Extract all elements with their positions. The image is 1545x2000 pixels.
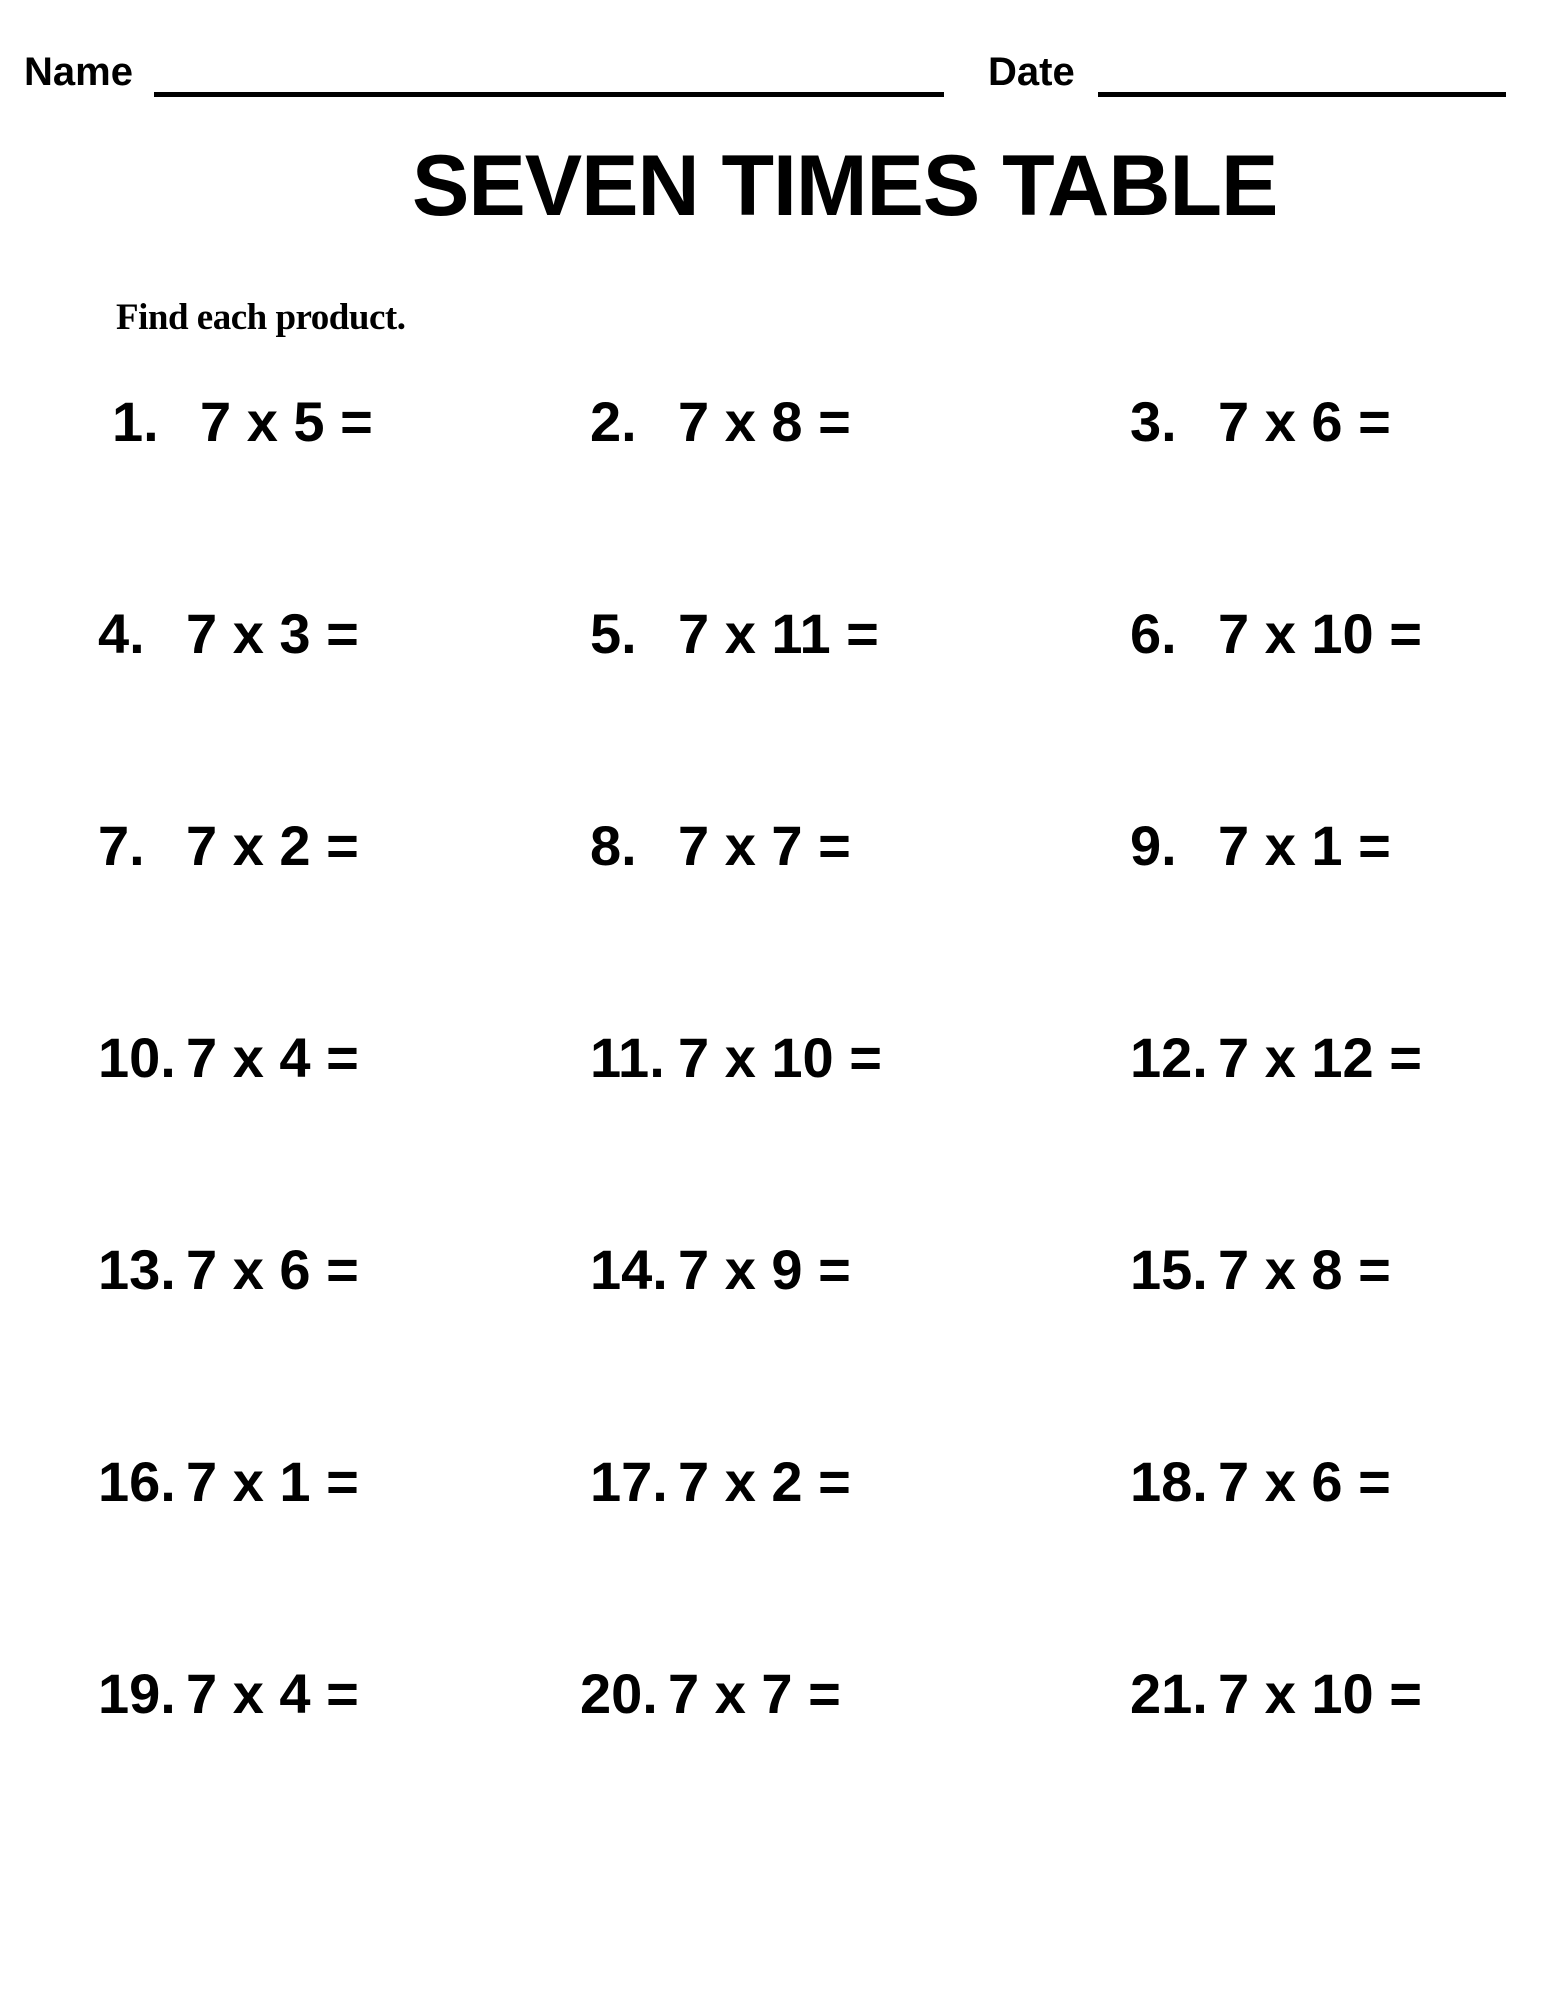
problem-number: 8. [590, 814, 637, 877]
problem-item[interactable] [98, 814, 359, 878]
problem-expression: 7 x 10 = [1218, 1662, 1422, 1725]
problem-expression: 7 x 1 = [186, 1450, 359, 1513]
problem-expression: 7 x 2 = [186, 814, 359, 877]
problem-number: 16. [98, 1450, 176, 1513]
problem-number: 6. [1130, 602, 1177, 665]
problem-item[interactable] [1130, 1662, 1422, 1726]
problem-expression: 7 x 11 = [678, 602, 879, 665]
problem-item[interactable] [590, 814, 851, 878]
problem-number: 12. [1130, 1026, 1208, 1089]
problem-expression: 7 x 1 = [1218, 814, 1391, 877]
problem-expression: 7 x 10 = [678, 1026, 882, 1089]
problem-expression: 7 x 5 = [200, 390, 373, 453]
problem-number: 19. [98, 1662, 176, 1725]
problem-expression: 7 x 9 = [678, 1238, 851, 1301]
problem-item[interactable] [590, 390, 851, 454]
problem-number: 2. [590, 390, 637, 453]
problem-expression: 7 x 10 = [1218, 602, 1422, 665]
problem-number: 9. [1130, 814, 1177, 877]
problem-expression: 7 x 2 = [678, 1450, 851, 1513]
problem-expression: 7 x 6 = [186, 1238, 359, 1301]
problem-number: 5. [590, 602, 637, 665]
problem-expression: 7 x 6 = [1218, 1450, 1391, 1513]
problem-expression: 7 x 7 = [678, 814, 851, 877]
problem-expression: 7 x 12 = [1218, 1026, 1422, 1089]
problem-item[interactable] [112, 390, 373, 454]
problem-number: 10. [98, 1026, 176, 1089]
problem-item[interactable] [580, 1662, 841, 1726]
problem-number: 1. [112, 390, 159, 453]
problem-expression: 7 x 4 = [186, 1026, 359, 1089]
problem-number: 11. [590, 1026, 665, 1089]
problem-number: 13. [98, 1238, 176, 1301]
problem-expression: 7 x 8 = [678, 390, 851, 453]
problem-item[interactable] [98, 1026, 359, 1090]
problem-number: 21. [1130, 1662, 1208, 1725]
problem-item[interactable] [98, 1662, 359, 1726]
problem-item[interactable] [1130, 1450, 1391, 1514]
problem-item[interactable] [98, 602, 359, 666]
problem-item[interactable] [590, 1026, 882, 1090]
worksheet-title: SEVEN TIMES TABLE [412, 138, 1278, 234]
problem-number: 4. [98, 602, 145, 665]
problem-number: 15. [1130, 1238, 1208, 1301]
problem-item[interactable] [590, 1238, 851, 1302]
problem-item[interactable] [98, 1450, 359, 1514]
problem-item[interactable] [1130, 814, 1391, 878]
date-label: Date [988, 50, 1075, 94]
problem-item[interactable] [1130, 602, 1422, 666]
problem-item[interactable] [590, 1450, 851, 1514]
problem-item[interactable] [1130, 1238, 1391, 1302]
problem-number: 20. [580, 1662, 658, 1725]
problem-number: 14. [590, 1238, 668, 1301]
problem-expression: 7 x 8 = [1218, 1238, 1391, 1301]
problem-item[interactable] [1130, 1026, 1422, 1090]
problem-number: 17. [590, 1450, 668, 1513]
problem-expression: 7 x 6 = [1218, 390, 1391, 453]
problem-number: 7. [98, 814, 145, 877]
problem-number: 18. [1130, 1450, 1208, 1513]
name-label: Name [24, 50, 133, 94]
problem-number: 3. [1130, 390, 1177, 453]
problem-expression: 7 x 4 = [186, 1662, 359, 1725]
problem-expression: 7 x 3 = [186, 602, 359, 665]
problem-item[interactable] [1130, 390, 1391, 454]
problem-item[interactable] [590, 602, 879, 666]
problem-item[interactable] [98, 1238, 359, 1302]
instructions: Find each product. [116, 297, 406, 338]
problem-expression: 7 x 7 = [668, 1662, 841, 1725]
